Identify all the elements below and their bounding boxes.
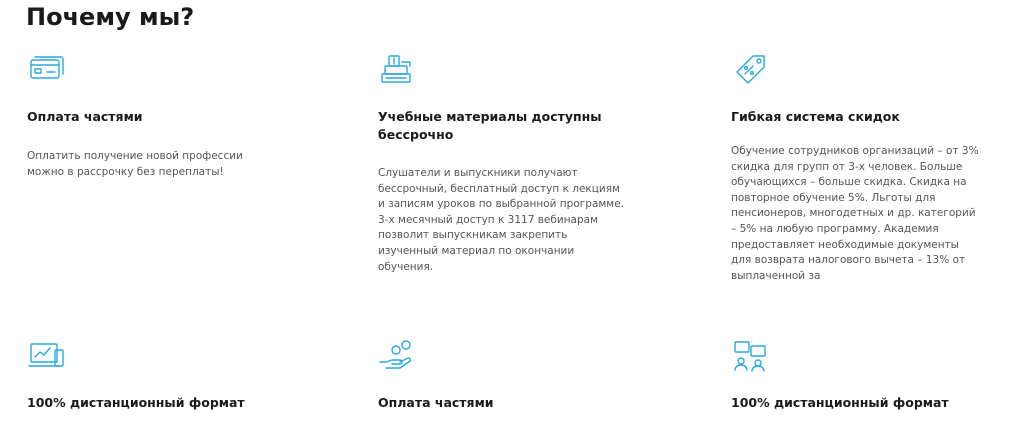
feature-title: Гибкая система скидок	[731, 109, 900, 124]
feature-description: Слушатели и выпускники получают бессрочный, бесплатный доступ к лекциям и записям уроков по выбранной программе. 3-х месячный доступ к 3117 вебинарам позволит выпускникам закрепить изученный материал по окончании обучения.	[378, 167, 625, 273]
discount-tag-icon	[731, 52, 771, 88]
devices-icon	[27, 338, 67, 374]
feature-card-installments	[27, 52, 327, 192]
feature-title: Оплата частями	[378, 395, 494, 410]
feature-title: Оплата частями	[27, 109, 143, 124]
feature-description: Обучение сотрудников организаций – от 3% скидка для групп от 3-х человек. Больше обучающихся – больше скидка. Скидка на повторное обучение 5%. Льготы для пенсионеров, многодетных и др. категорий – 5% на любую программу. Академия предоставляет необходимые документы для возврата налогового вычета – 13% от выплаченной за	[731, 145, 979, 282]
online-meeting-icon	[731, 338, 771, 374]
credit-card-icon	[27, 52, 67, 88]
feature-title: Учебные материалы доступны бессрочно	[378, 109, 602, 142]
feature-card-discounts	[731, 52, 1024, 292]
feature-description: Оплатить получение новой профессии можно в рассрочку без переплаты!	[27, 150, 243, 178]
books-icon	[378, 52, 418, 88]
feature-title: 100% дистанционный формат	[27, 395, 245, 410]
feature-title: 100% дистанционный формат	[731, 395, 949, 410]
section-heading: Почему мы?	[26, 3, 195, 31]
feature-card-installments-2	[378, 338, 678, 418]
feature-card-materials	[378, 52, 678, 272]
hand-coins-icon	[378, 338, 418, 374]
feature-card-remote-2	[731, 338, 1024, 418]
feature-card-remote	[27, 338, 327, 418]
